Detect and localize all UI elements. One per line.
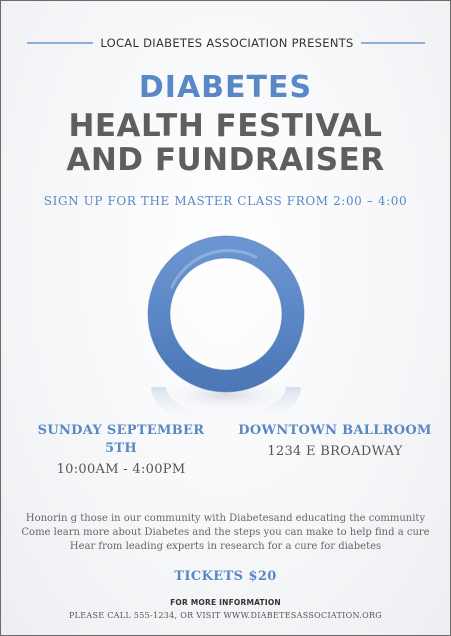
event-date: SUNDAY SEPTEMBER 5TH [37,423,205,456]
presenter-text: LOCAL DIABETES ASSOCIATION PRESENTS [100,36,354,50]
event-venue: DOWNTOWN BALLROOM [238,423,432,438]
blue-circle-ring-icon [136,227,316,447]
divider-left [27,42,93,44]
description-line: Hear from leading experts in research for a cure for diabetes [69,541,382,552]
event-date-block [21,422,221,479]
ticket-price: TICKETS $20 [174,569,277,584]
title-and-fundraiser: AND FUNDRAISER [66,142,385,178]
contact-info: PLEASE CALL 555-1234, OR VISIT WWW.DIABETESASSOCIATION.ORG [68,611,383,620]
event-venue-block [235,422,435,461]
description-line: Honorin g those in our community with Diabetesand educating the community [25,513,426,524]
description-line: Come learn more about Diabetes and the steps you can make to help find a cure [21,527,430,538]
event-description [1,512,450,554]
event-time: 10:00AM - 4:00PM [56,462,186,477]
divider-right [361,42,425,44]
title-diabetes: DIABETES [138,70,313,105]
ring-graphic [136,227,316,447]
master-class-subheading: SIGN UP FOR THE MASTER CLASS FROM 2:00 – 4:00 [43,194,408,208]
title-health-festival: HEALTH FESTIVAL [68,108,383,144]
presenter-bar [1,34,450,52]
more-info-label: FOR MORE INFORMATION [170,598,281,607]
event-address: 1234 E BROADWAY [267,444,403,459]
